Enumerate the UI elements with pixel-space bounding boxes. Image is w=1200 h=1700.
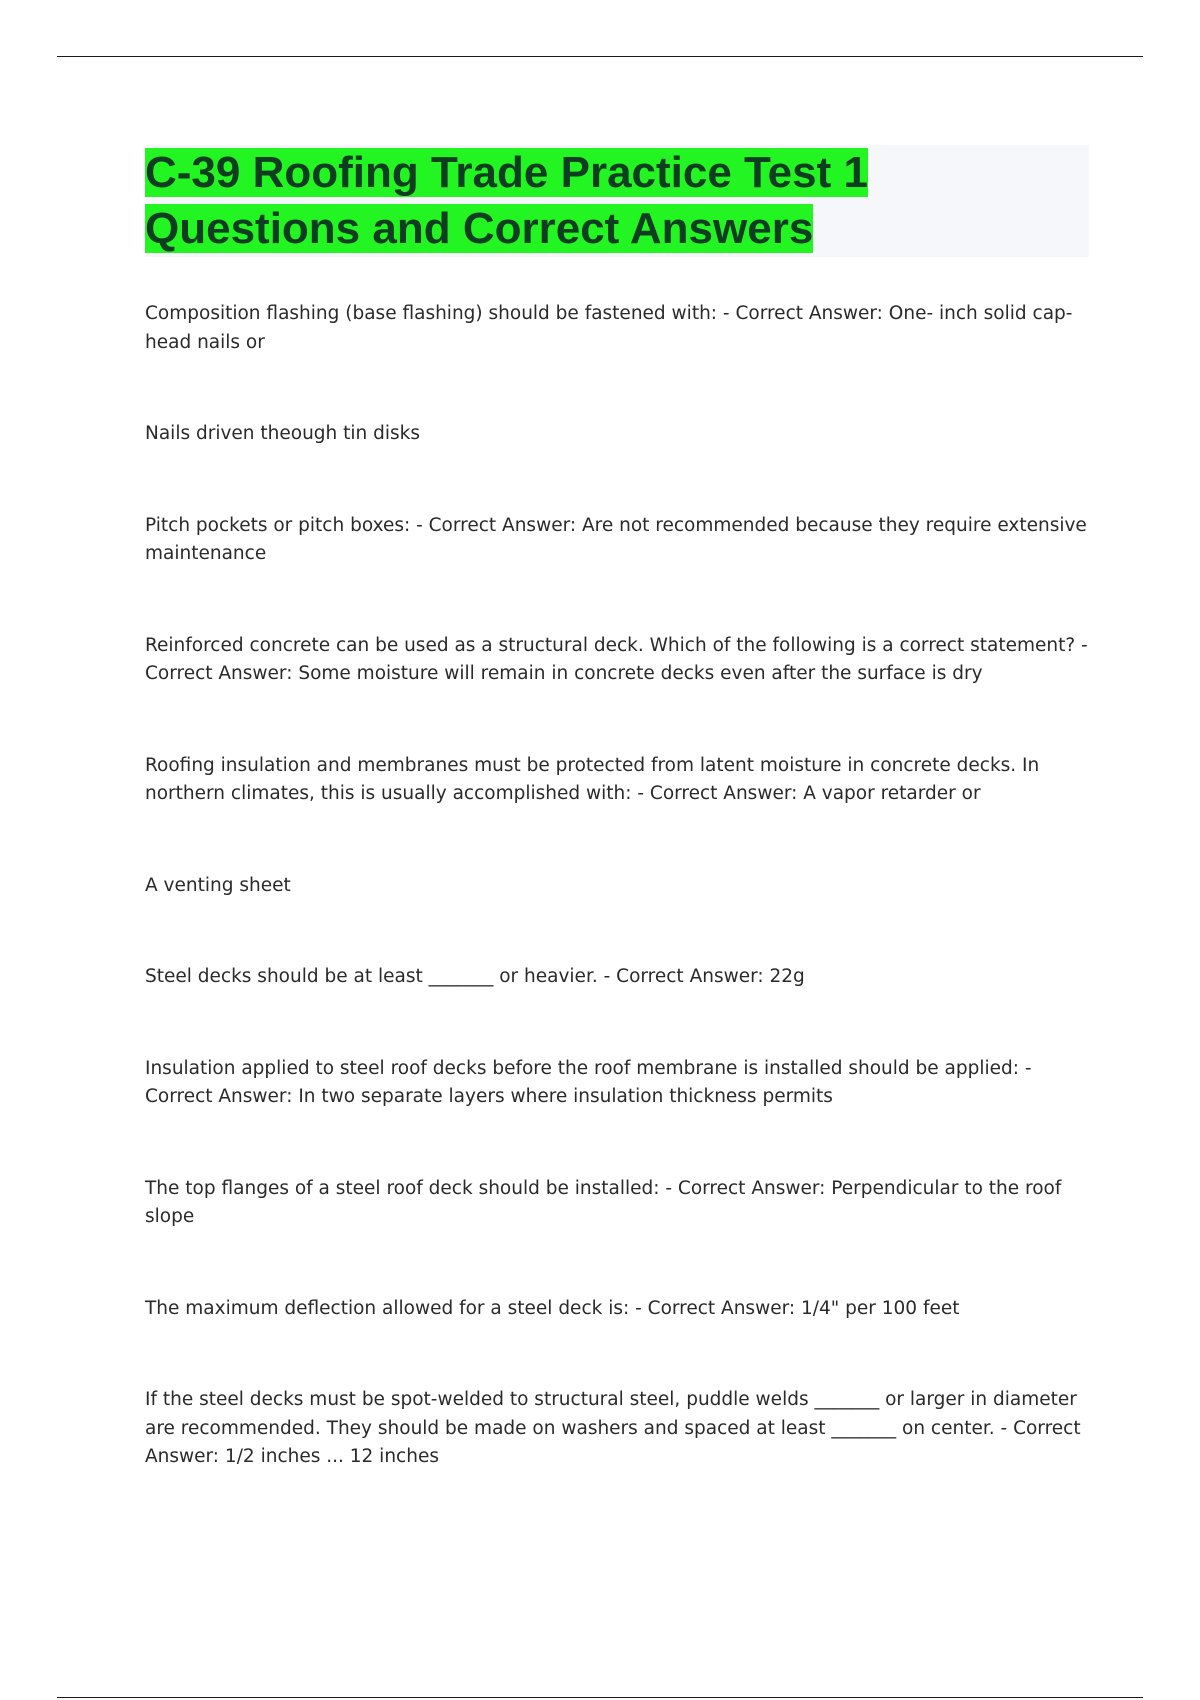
qa-item-11: If the steel decks must be spot-welded to structural steel, puddle welds _______ or larger in diameter are recommended. They should be made on washers and spaced at least _______ on center. - Correct Answer: 1/2 inches ... 12 inches — [145, 1389, 1081, 1467]
qa-item-4: Reinforced concrete can be used as a structural deck. Which of the following is a correct statement? - Correct Answer: Some moisture will remain in concrete decks even after the surface is dry — [145, 634, 1088, 684]
qa-item-10: The maximum deflection allowed for a steel deck is: - Correct Answer: 1/4" per 100 feet — [145, 1297, 960, 1319]
qa-item-5: Roofing insulation and membranes must be protected from latent moisture in concrete decks. In northern climates, this is usually accomplished with: - Correct Answer: A vapor retarder or — [145, 754, 1040, 804]
qa-item-3: Pitch pockets or pitch boxes: - Correct Answer: Are not recommended because they require extensive maintenance — [145, 514, 1087, 564]
top-divider — [57, 56, 1143, 57]
title-block — [145, 145, 1089, 257]
title-highlight: C-39 Roofing Trade Practice Test 1 Questions and Correct Answers — [145, 148, 868, 253]
document-title — [145, 145, 1089, 257]
qa-item-8: Insulation applied to steel roof decks before the roof membrane is installed should be applied: - Correct Answer: In two separate layers where insulation thickness permits — [145, 1057, 1032, 1107]
qa-item-7: Steel decks should be at least _______ or heavier. - Correct Answer: 22g — [145, 966, 805, 987]
qa-item-1: Composition flashing (base flashing) should be fastened with: - Correct Answer: One- inch solid cap-head nails or — [145, 303, 1073, 353]
bottom-divider — [57, 1697, 1143, 1698]
qa-list — [145, 300, 1095, 1472]
qa-item-2: Nails driven theough tin disks — [145, 423, 421, 444]
qa-item-6: A venting sheet — [145, 874, 291, 896]
qa-item-9: The top flanges of a steel roof deck should be installed: - Correct Answer: Perpendicular to the roof slope — [145, 1177, 1062, 1227]
